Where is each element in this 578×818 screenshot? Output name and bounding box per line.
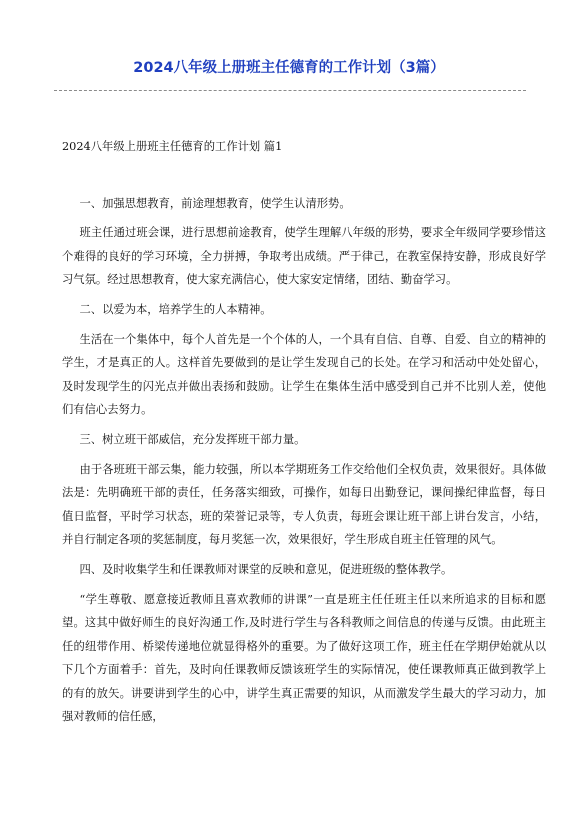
section-paragraph-2: 生活在一个集体中，每个人首先是一个个体的人，一个具有自信、自尊、自爱、自立的精神的学生，才是真正的人。这样首先要做到的是让学生发现自己的长处。在学习和活动中处处留心，及时发现学生的闪光点并做出表扬和鼓励。让学生在集体生活中感受到自己并不比别人差，使他们有信心去努力。 <box>62 332 546 417</box>
title-divider <box>54 90 526 91</box>
section-paragraph-3: 由于各班班干部云集，能力较强，所以本学期班务工作交给他们全权负责，效果很好。具体做法是：先明确班干部的责任，任务落实细致，可操作，如每日出勤登记，课间操纪律监督，每日值日监督，平时学习状态，班的荣誉记录等，专人负责，每班会课让班干部上讲台发言，小结，并自行制定各项的奖惩制度，每月奖惩一次，效果很好，学生形成自班主任管理的风气。 <box>62 462 546 547</box>
document-title: 2024八年级上册班主任德育的工作计划（3篇） <box>133 60 445 76</box>
section-heading-3: 三、树立班干部威信，充分发挥班干部力量。 <box>79 432 306 446</box>
section-heading-2: 二、以爱为本，培养学生的人本精神。 <box>79 302 272 316</box>
article-subtitle: 2024八年级上册班主任德育的工作计划 篇1 <box>62 140 283 153</box>
section-paragraph-4: “学生尊敬、愿意接近教师且喜欢教师的讲课”一直是班主任任班主任以来所追求的目标和愿望。这其中做好师生的良好沟通工作,及时进行学生与各科教师之间信息的传递与反馈。由此班主任的纽带作用、桥梁传递地位就显得格外的重要。为了做好这项工作，班主任在学期伊始就从以下几个方面着手：首先，及时向任课教师反馈该班学生的实际情况，使任课教师真正做到教学上的有的放矢。讲要讲到学生的心中，讲学生真正需要的知识，从而激发学生最大的学习动力，加强对教师的信任感， <box>62 592 546 724</box>
section-heading-1: 一、加强思想教育，前途理想教育，使学生认清形势。 <box>79 196 351 210</box>
section-paragraph-1: 班主任通过班会课，进行思想前途教育，使学生理解八年级的形势，要求全年级同学要珍惜这个难得的良好的学习环境，全力拼搏，争取考出成绩。严于律己，在教室保持安静，形成良好学习气氛。经过思想教育，使大家充满信心，使大家安定情绪，团结、勤奋学习。 <box>62 226 546 287</box>
section-heading-4: 四、及时收集学生和任课教师对课堂的反映和意见，促进班级的整体教学。 <box>79 562 453 576</box>
document-body <box>62 135 546 735</box>
